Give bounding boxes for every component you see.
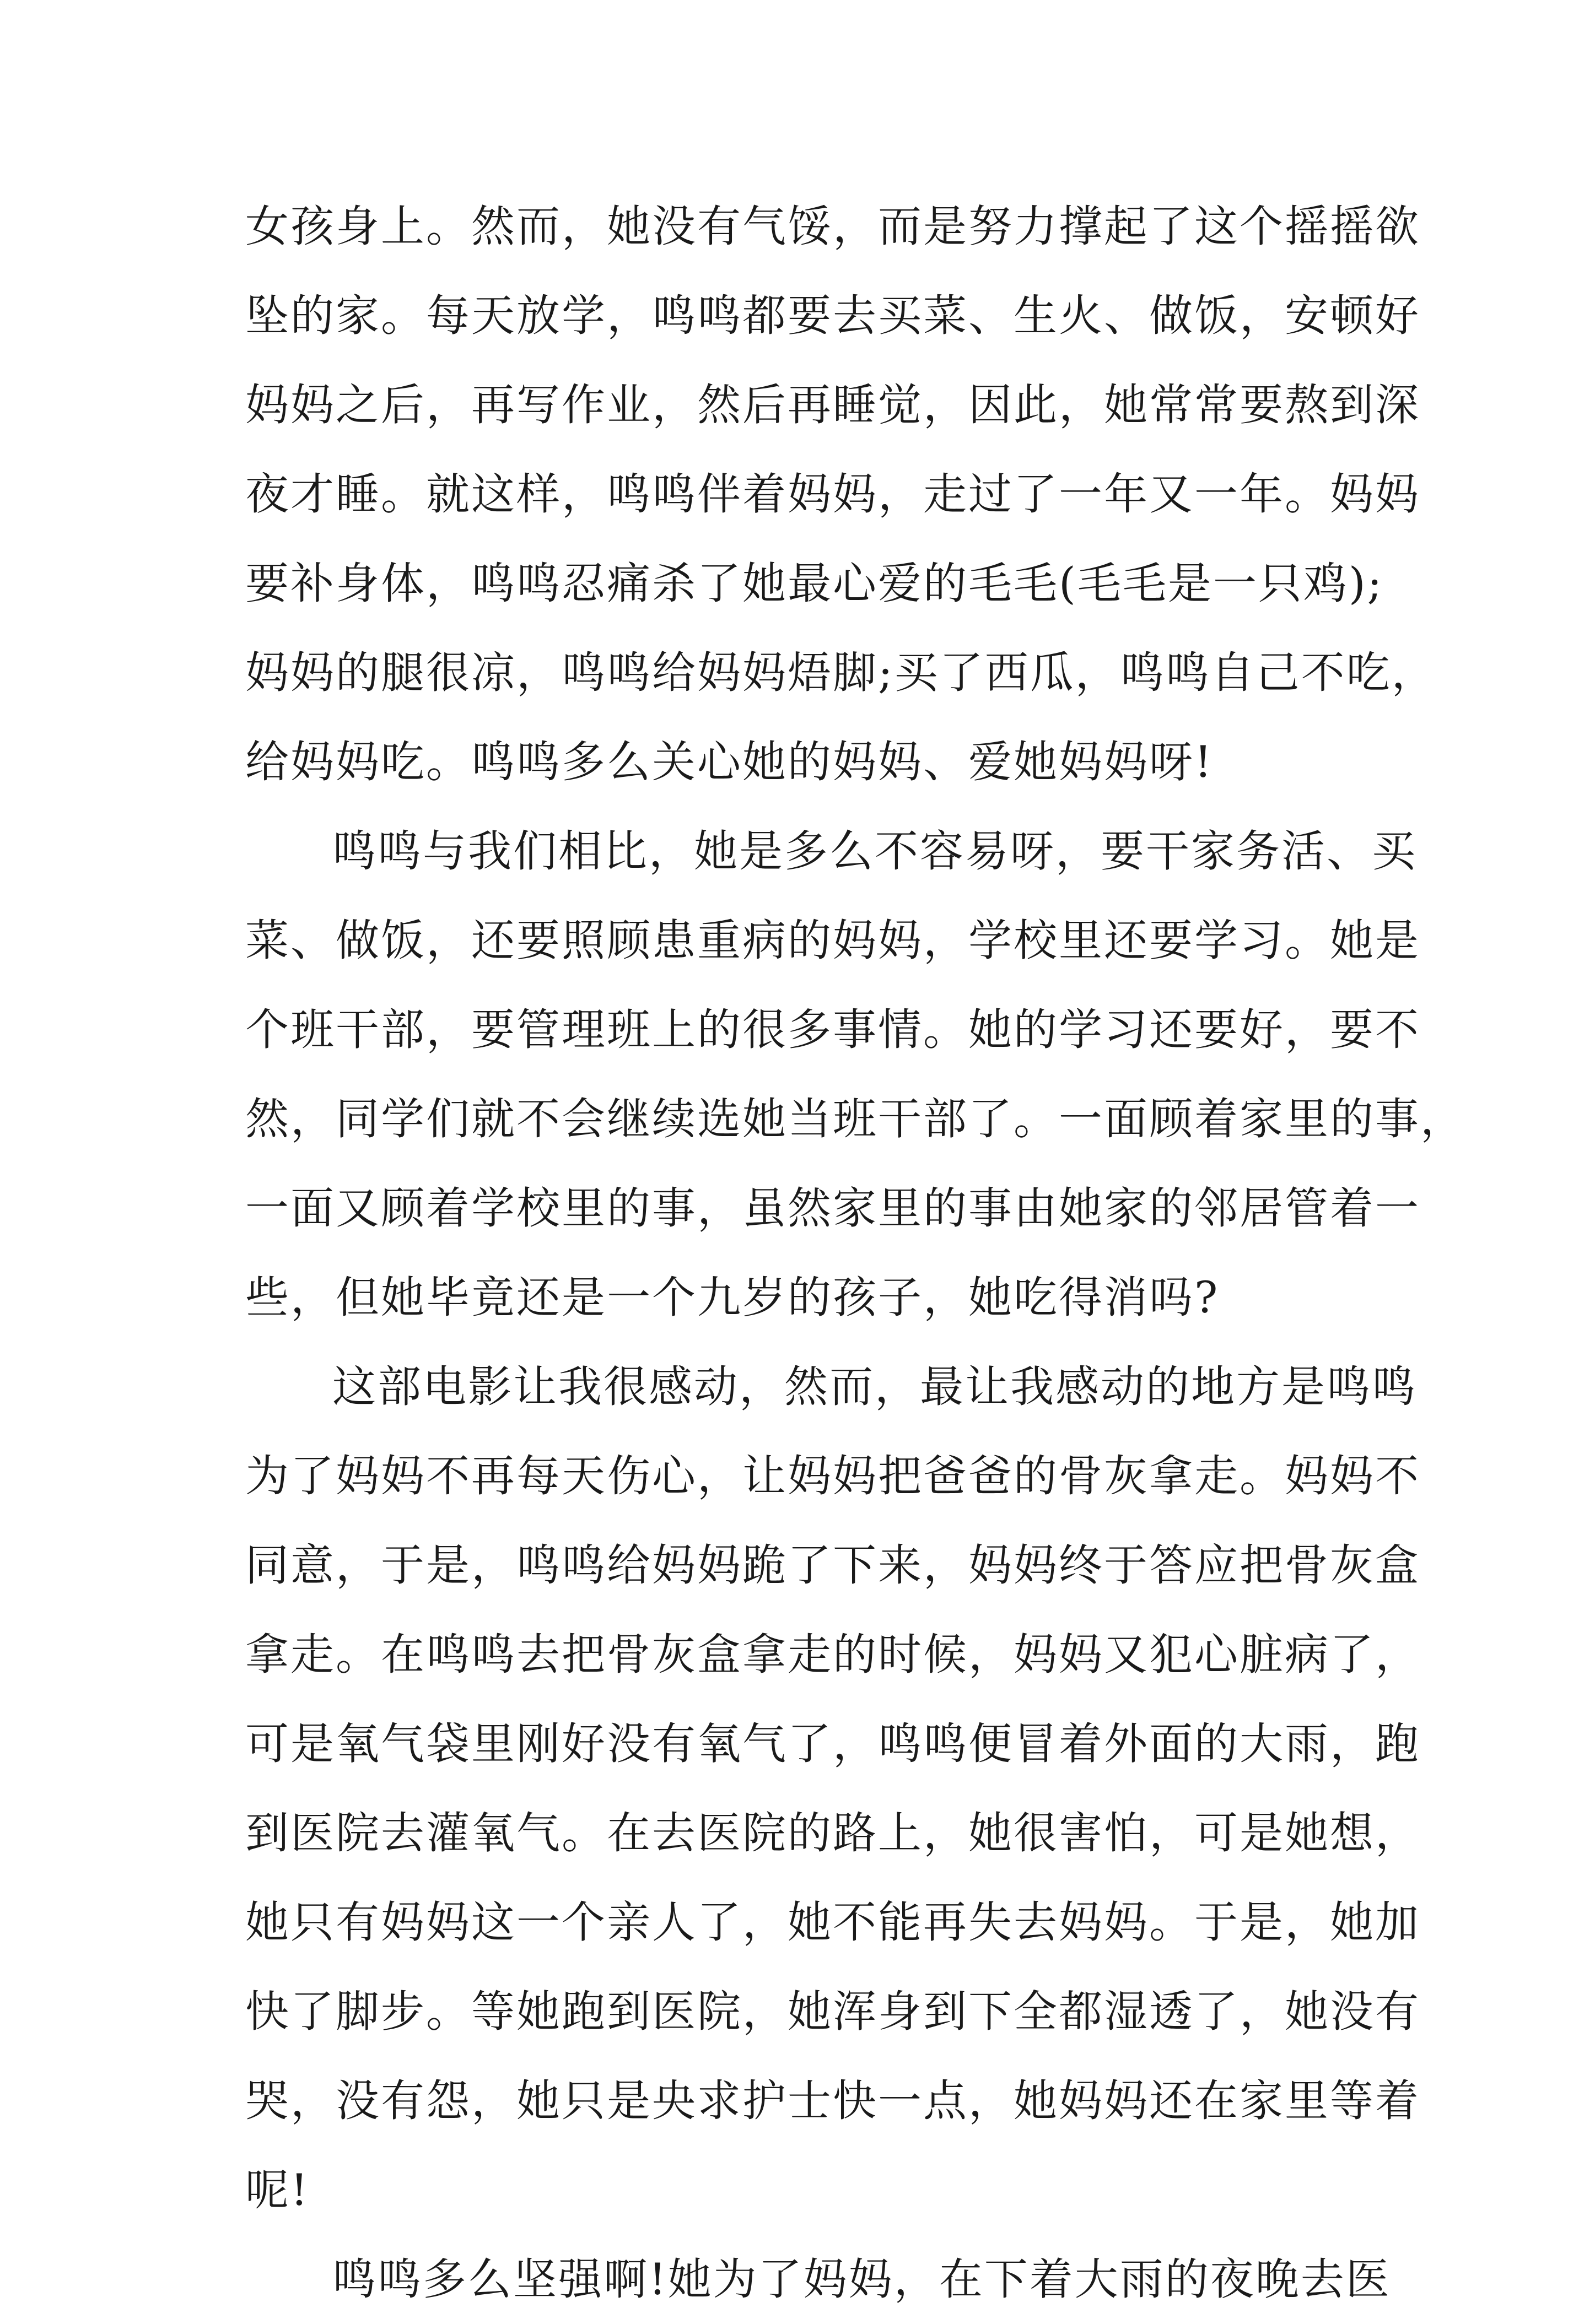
text-line: 妈妈之后，再写作业，然后再睡觉，因此，她常常要熬到深 — [245, 380, 1420, 430]
text-line: 呢! — [245, 2165, 310, 2215]
text-line: 同意，于是，鸣鸣给妈妈跪了下来，妈妈终于答应把骨灰盒 — [245, 1540, 1420, 1591]
paragraph-first-line: 鸣鸣多么坚强啊!她为了妈妈，在下着大雨的夜晚去医 — [332, 2254, 1391, 2305]
text-line: 菜、做饭，还要照顾患重病的妈妈，学校里还要学习。她是 — [245, 915, 1420, 966]
text-line: 夜才睡。就这样，鸣鸣伴着妈妈，走过了一年又一年。妈妈 — [245, 469, 1420, 520]
text-line: 要补身体，鸣鸣忍痛杀了她最心爱的毛毛(毛毛是一只鸡); — [245, 558, 1384, 609]
text-line: 为了妈妈不再每天伤心，让妈妈把爸爸的骨灰拿走。妈妈不 — [245, 1451, 1420, 1501]
text-line: 到医院去灌氧气。在去医院的路上，她很害怕，可是她想， — [245, 1808, 1420, 1858]
text-line: 可是氧气袋里刚好没有氧气了，鸣鸣便冒着外面的大雨，跑 — [245, 1718, 1420, 1769]
text-line: 女孩身上。然而，她没有气馁，而是努力撑起了这个摇摇欲 — [245, 201, 1420, 252]
text-line: 哭，没有怨，她只是央求护士快一点，她妈妈还在家里等着 — [245, 2076, 1420, 2126]
text-line: 拿走。在鸣鸣去把骨灰盒拿走的时候，妈妈又犯心脏病了， — [245, 1629, 1420, 1680]
text-line: 一面又顾着学校里的事，虽然家里的事由她家的邻居管着一 — [245, 1183, 1420, 1234]
text-line: 个班干部，要管理班上的很多事情。她的学习还要好，要不 — [245, 1004, 1420, 1055]
text-line: 妈妈的腿很凉，鸣鸣给妈妈焐脚;买了西瓜，鸣鸣自己不吃， — [245, 647, 1437, 698]
text-line: 给妈妈吃。鸣鸣多么关心她的妈妈、爱她妈妈呀! — [245, 737, 1214, 787]
document-body — [245, 182, 1465, 2324]
text-line: 快了脚步。等她跑到医院，她浑身到下全都湿透了，她没有 — [245, 1986, 1420, 2037]
text-line: 她只有妈妈这一个亲人了，她不能再失去妈妈。于是，她加 — [245, 1897, 1420, 1948]
text-line: 坠的家。每天放学，鸣鸣都要去买菜、生火、做饭，安顿好 — [245, 290, 1420, 341]
text-line: 些，但她毕竟还是一个九岁的孩子，她吃得消吗? — [245, 1272, 1220, 1323]
text-line: 然，同学们就不会继续选她当班干部了。一面顾着家里的事， — [245, 1094, 1465, 1144]
paragraph-first-line: 这部电影让我很感动，然而，最让我感动的地方是鸣鸣 — [332, 1361, 1417, 1412]
paragraph-first-line: 鸣鸣与我们相比，她是多么不容易呀，要干家务活、买 — [332, 826, 1417, 877]
